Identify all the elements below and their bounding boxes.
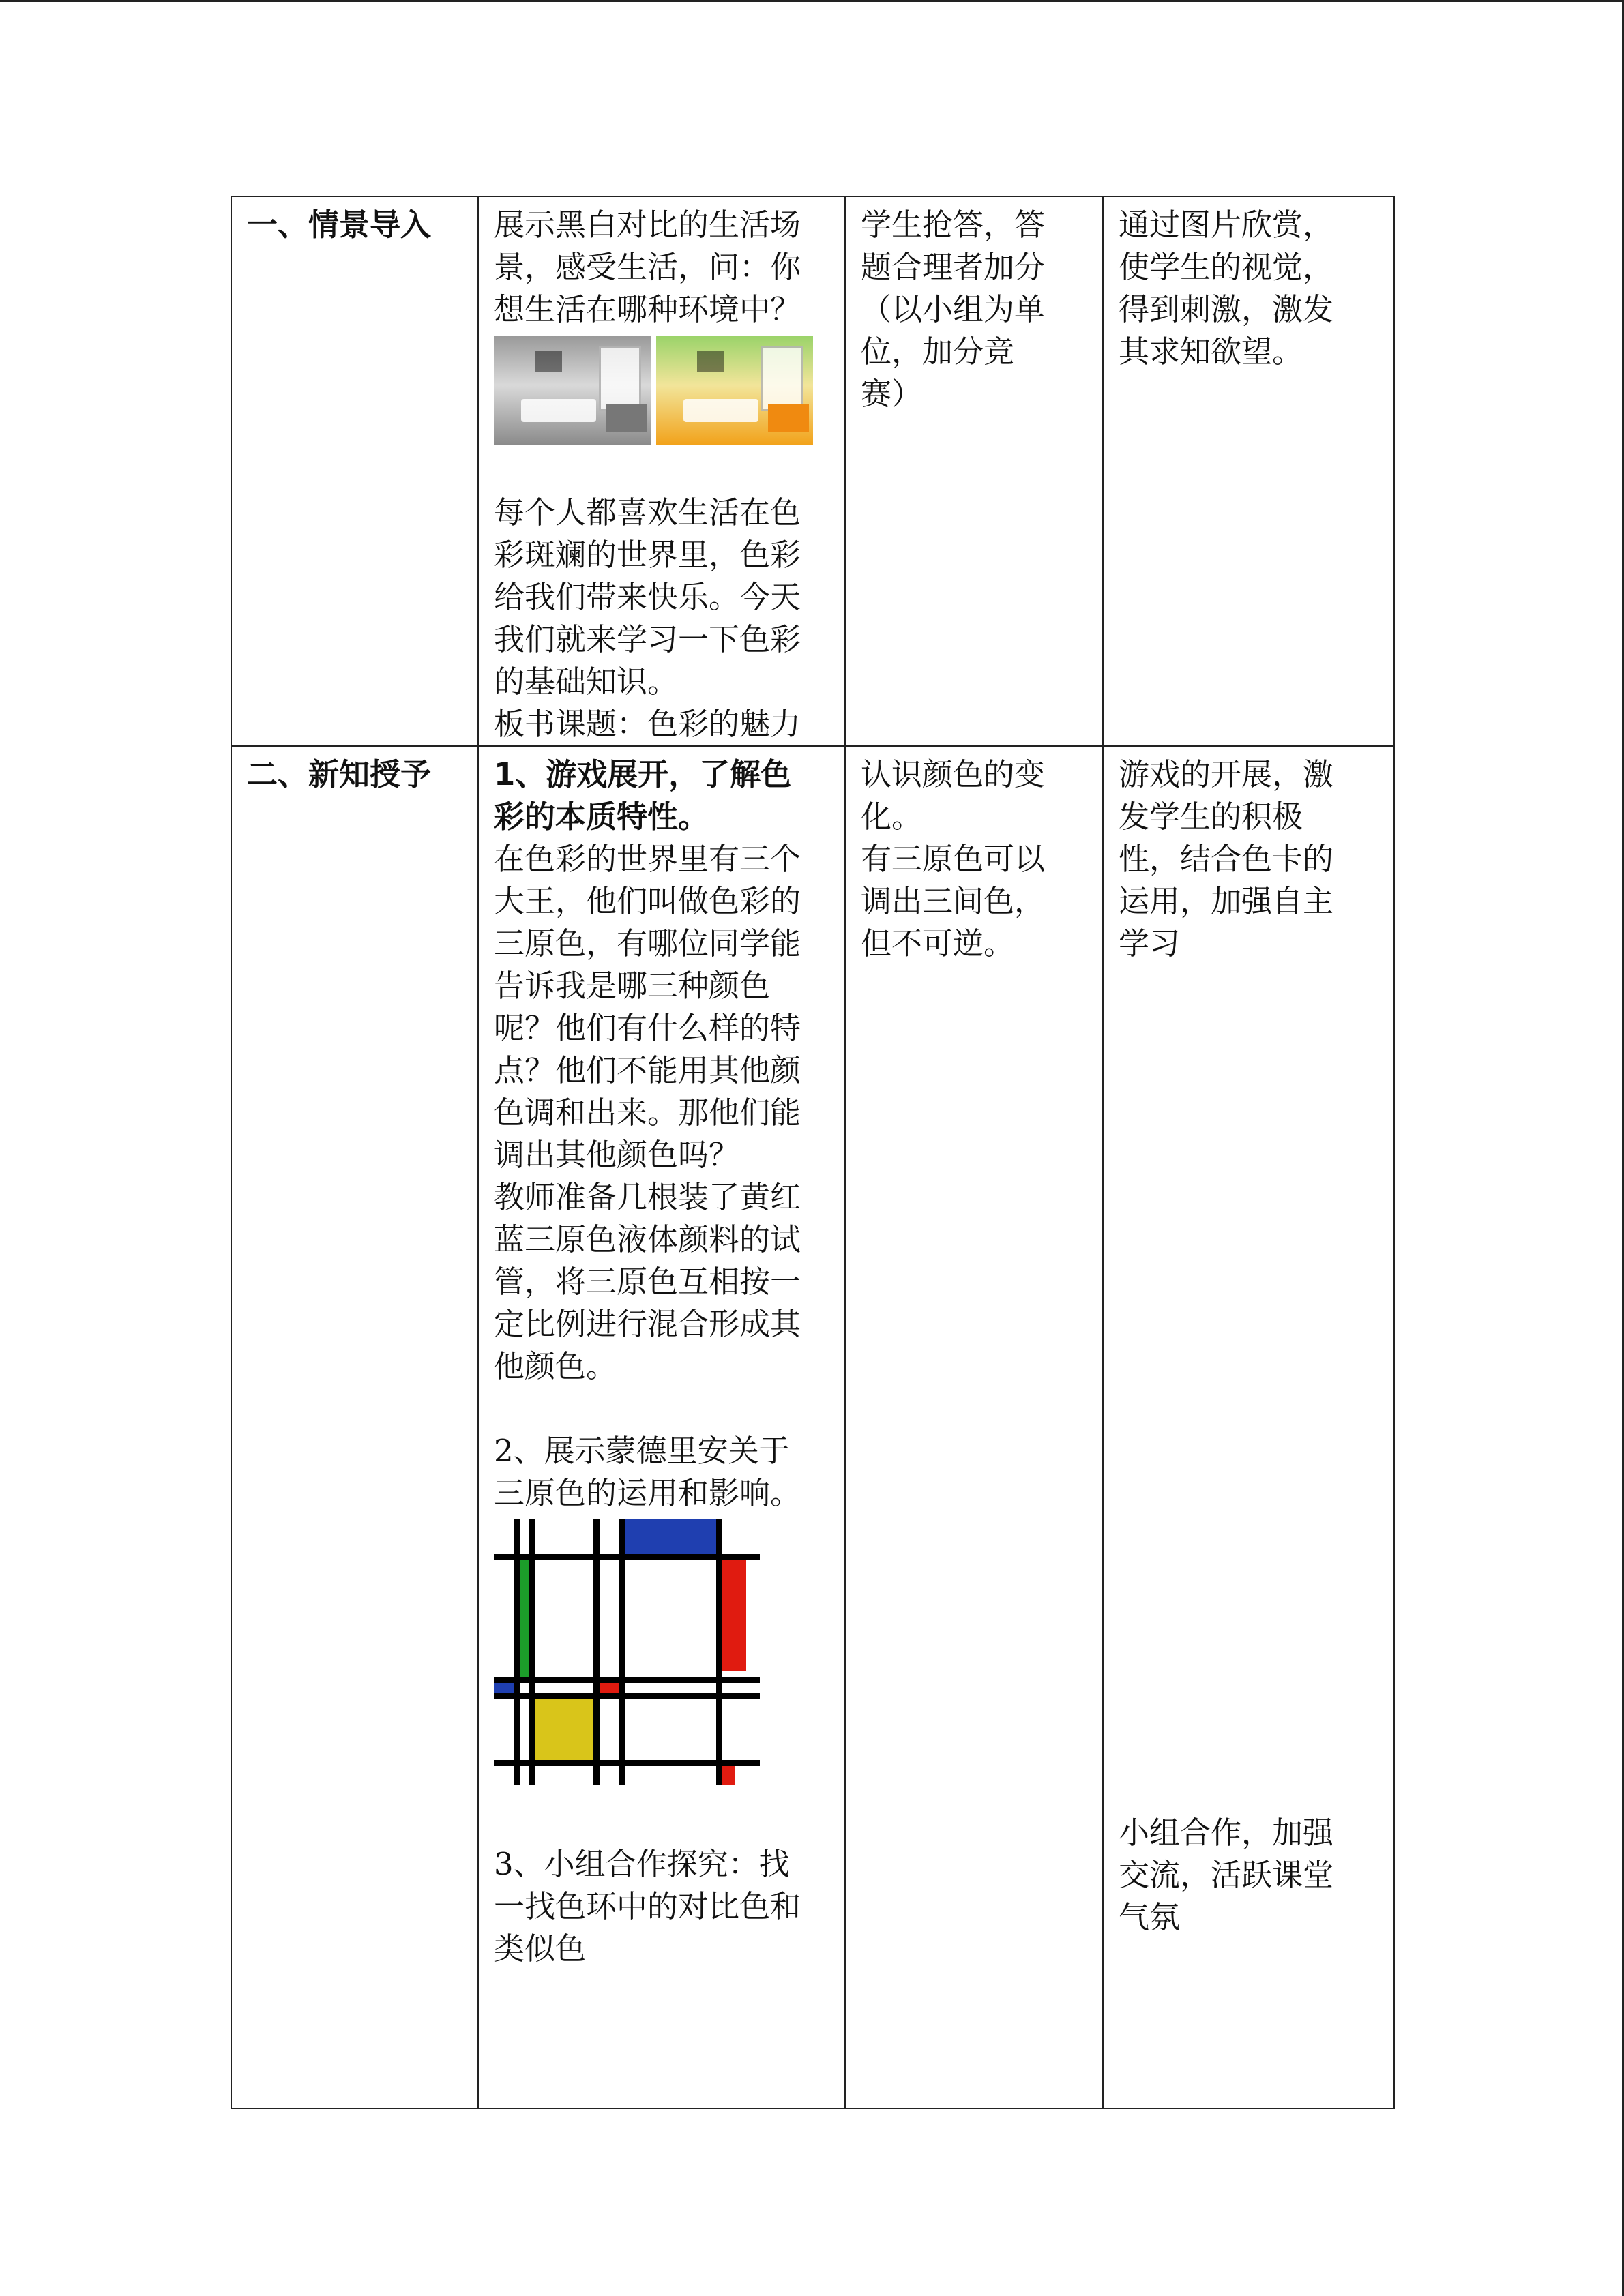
section-heading: 彩的本质特性。: [494, 799, 709, 835]
text-line: 每个人都喜欢生活在色: [494, 494, 801, 531]
table-row: [231, 746, 1394, 2108]
grayscale-room-photo: [494, 336, 651, 445]
text-line: 认识颜色的变: [861, 756, 1046, 792]
text-line: 学习: [1119, 925, 1181, 961]
student-activity-cell: [845, 746, 1103, 2108]
text-line: 我们就来学习一下色彩: [494, 621, 801, 657]
text-line: 交流，活跃课堂: [1119, 1857, 1334, 1893]
text-line: 教师准备几根装了黄红: [494, 1179, 801, 1215]
text-line: 其求知欲望。: [1119, 333, 1303, 370]
room-photos: [494, 336, 835, 445]
color-room-photo: [656, 336, 813, 445]
text-line: 景，感受生活，问：你: [494, 249, 801, 285]
text-line: 有三原色可以: [861, 841, 1046, 877]
text-line: 调出其他颜色吗？: [494, 1137, 740, 1173]
text-line: 3、小组合作探究：找: [494, 1846, 790, 1882]
lesson-plan-table: [231, 196, 1395, 2109]
purpose-cell: [1103, 746, 1394, 2108]
text-line: 管，将三原色互相按一: [494, 1264, 801, 1300]
text-line: 发学生的积极: [1119, 799, 1303, 835]
text-line: 在色彩的世界里有三个: [494, 841, 801, 877]
text-line: 给我们带来快乐。今天: [494, 579, 801, 615]
stage-title: 二、新知授予: [247, 756, 432, 792]
group-work-purpose: [1119, 1812, 1333, 1939]
text-line: 点？他们不能用其他颜: [494, 1052, 801, 1088]
text-line: 板书课题：色彩的魅力: [494, 706, 801, 742]
text-line: 赛）: [861, 376, 923, 412]
content-cell: [478, 746, 845, 2108]
text-line: 色调和出来。那他们能: [494, 1094, 801, 1131]
text-line: 学生抢答，答: [861, 207, 1046, 243]
text-line: 彩斑斓的世界里，色彩: [494, 537, 801, 573]
text-line: 三原色的运用和影响。: [494, 1475, 801, 1511]
text-line: 2、展示蒙德里安关于: [494, 1433, 790, 1469]
text-line: 题合理者加分: [861, 249, 1046, 285]
text-line: 化。: [861, 799, 923, 835]
text-line: 得到刺激，激发: [1119, 291, 1334, 327]
stage-cell: [231, 196, 478, 746]
text-line: 气氛: [1119, 1899, 1181, 1935]
table-row: [231, 196, 1394, 746]
text-line: 呢？他们有什么样的特: [494, 1010, 801, 1046]
text-line: 蓝三原色液体颜料的试: [494, 1221, 801, 1257]
text-line: 性，结合色卡的: [1119, 841, 1334, 877]
text-line: 通过图片欣赏，: [1119, 207, 1334, 243]
text-line: 想生活在哪种环境中？: [494, 291, 801, 327]
text-line: 告诉我是哪三种颜色: [494, 968, 771, 1004]
text-line: （以小组为单: [861, 291, 1046, 327]
text-line: 类似色: [494, 1930, 587, 1967]
text-line: 三原色，有哪位同学能: [494, 925, 801, 961]
section-heading: 1、游戏展开，了解色: [494, 756, 792, 792]
content-cell: [478, 196, 845, 746]
text-line: 游戏的开展，激: [1119, 756, 1334, 792]
text-line: 定比例进行混合形成其: [494, 1306, 801, 1342]
purpose-cell: [1103, 196, 1394, 746]
page-top-edge: [0, 0, 1624, 2]
student-activity-cell: [845, 196, 1103, 746]
text-line: 大王，他们叫做色彩的: [494, 883, 801, 919]
mondrian-composition-image: [494, 1519, 760, 1785]
text-line: 他颜色。: [494, 1348, 617, 1384]
text-line: 调出三间色，: [861, 883, 1046, 919]
stage-cell: [231, 746, 478, 2108]
text-line: 位，加分竞: [861, 333, 1015, 370]
text-line: 展示黑白对比的生活场: [494, 207, 801, 243]
text-line: 但不可逆。: [861, 925, 1015, 961]
stage-title: 一、情景导入: [247, 207, 432, 243]
text-line: 运用，加强自主: [1119, 883, 1334, 919]
text-line: 一找色环中的对比色和: [494, 1888, 801, 1924]
text-line: 小组合作，加强: [1119, 1815, 1334, 1851]
text-line: 使学生的视觉，: [1119, 249, 1334, 285]
text-line: 的基础知识。: [494, 664, 679, 700]
